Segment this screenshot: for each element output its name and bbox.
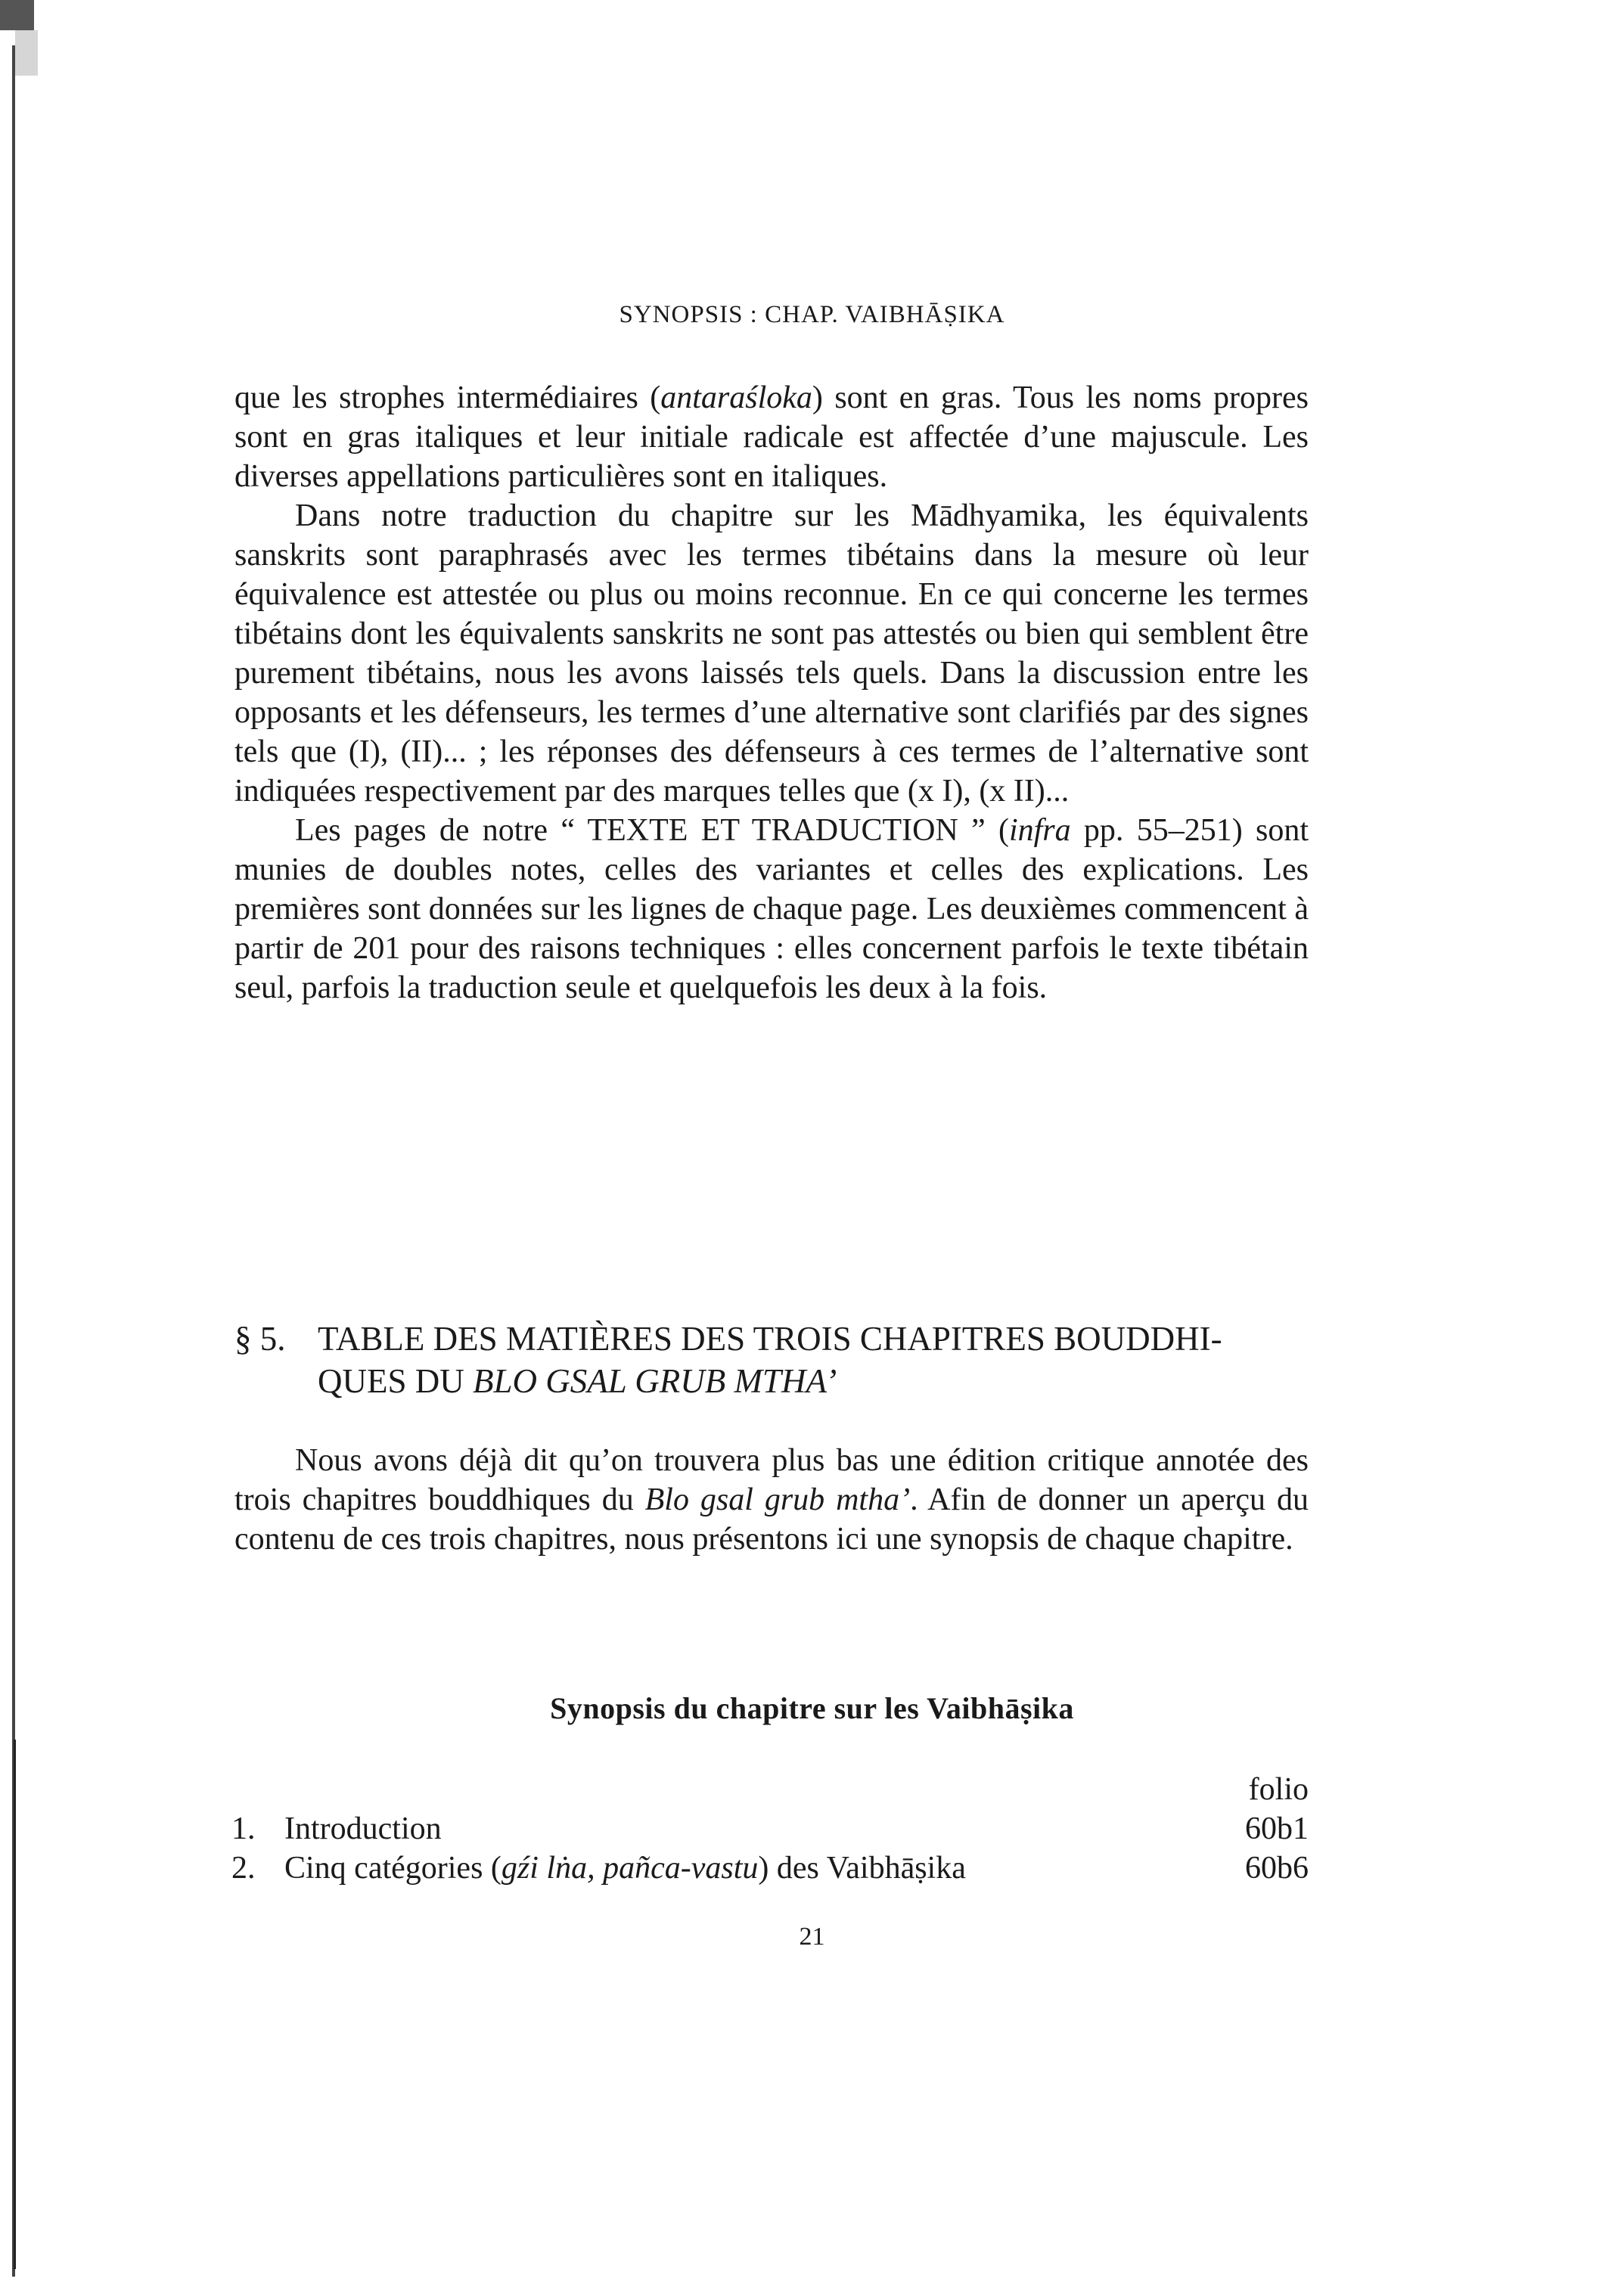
section-number: § 5. [234, 1320, 286, 1358]
body-paragraphs-bottom [234, 1441, 1309, 1559]
text-run: ) des Vaibhāṣika [758, 1851, 966, 1886]
section-title-line1: TABLE DES MATIÈRES DES TROIS CHAPITRES BOUDDHI- [318, 1320, 1222, 1358]
paragraph [234, 811, 1309, 1007]
paragraph [234, 378, 1309, 496]
synopsis-list [231, 1811, 1309, 1889]
synopsis-item-title [284, 1850, 966, 1886]
italic-term: gźi lṅa, pañca-vastu [501, 1851, 759, 1886]
text-run: Nous avons déjà dit qu’on trouvera plus bas une édition critique annotée des trois chapitres bouddhiques du [234, 1443, 1309, 1517]
text-run: Dans notre traduction du chapitre sur les Mādhyamika, les équivalents sanskrits sont paraphrasés avec les termes tibétains dans la mesure où leur équivalence est attestée ou plus ou moins reconnue. En ce qui concerne les termes tibétains dont les équivalents sanskrits ne sont pas attestés ou bien qui semblent être purement tibétains, nous les avons laissés tels quels. Dans la discussion entre les opposants et les défenseurs, les termes d’une alternative sont clarifiés par des signes tels que (I), (II)... ; les réponses des défenseurs à ces termes de l’alternative sont indiquées respectivement par des marques telles que (x I), (x II)... [234, 498, 1309, 809]
text-run: Cinq catégories ( [284, 1851, 501, 1886]
section-title-work: BLO GSAL GRUB MTHA’ [473, 1362, 837, 1400]
synopsis-item-folio: 60b6 [1245, 1851, 1309, 1886]
italic-term: Blo gsal grub mtha’ [644, 1482, 911, 1517]
page-number: 21 [799, 1923, 825, 1951]
synopsis-item [231, 1811, 1309, 1850]
italic-term: infra [1008, 813, 1071, 848]
folio-column-label: folio [1248, 1772, 1309, 1807]
synopsis-item-number: 2. [231, 1851, 256, 1886]
synopsis-item-folio: 60b1 [1245, 1811, 1309, 1846]
synopsis-title: Synopsis du chapitre sur les Vaibhāṣika [550, 1691, 1074, 1725]
text-run: pp. 55–251) sont munies de doubles notes, celles des variantes et celles des explications. Les premières sont données sur les lignes de chaque page. Les deuxièmes commencent à partir de 201 pour des raisons techniques : elles concernent parfois le texte tibétain seul, parfois la traduction seule et quelquefois les deux à la fois. [234, 813, 1309, 1005]
synopsis-item-number: 1. [231, 1811, 256, 1846]
section-title-line2: QUES DU [318, 1362, 474, 1400]
text-run: Introduction [284, 1811, 442, 1846]
italic-term: antaraśloka [660, 380, 812, 415]
synopsis-item-title [284, 1811, 442, 1847]
body-paragraphs-top [234, 378, 1309, 1007]
text-run: . Afin de donner un aperçu du contenu de ces trois chapitres, nous présentons ici une synopsis de chaque chapitre. [234, 1482, 1309, 1557]
paragraph [234, 496, 1309, 811]
text-run: Les pages de notre “ TEXTE ET TRADUCTION ” ( [295, 813, 1009, 848]
section-heading [234, 1318, 1309, 1402]
text-run: ) sont en gras. Tous les noms propres sont en gras italiques et leur initiale radicale est affectée d’une majuscule. Les diverses appellations particulières sont en italiques. [234, 380, 1309, 494]
running-header: SYNOPSIS : CHAP. VAIBHĀṢIKA [619, 301, 1005, 328]
text-run: que les strophes intermédiaires ( [234, 380, 661, 415]
synopsis-item [231, 1850, 1309, 1889]
paragraph [234, 1441, 1309, 1559]
